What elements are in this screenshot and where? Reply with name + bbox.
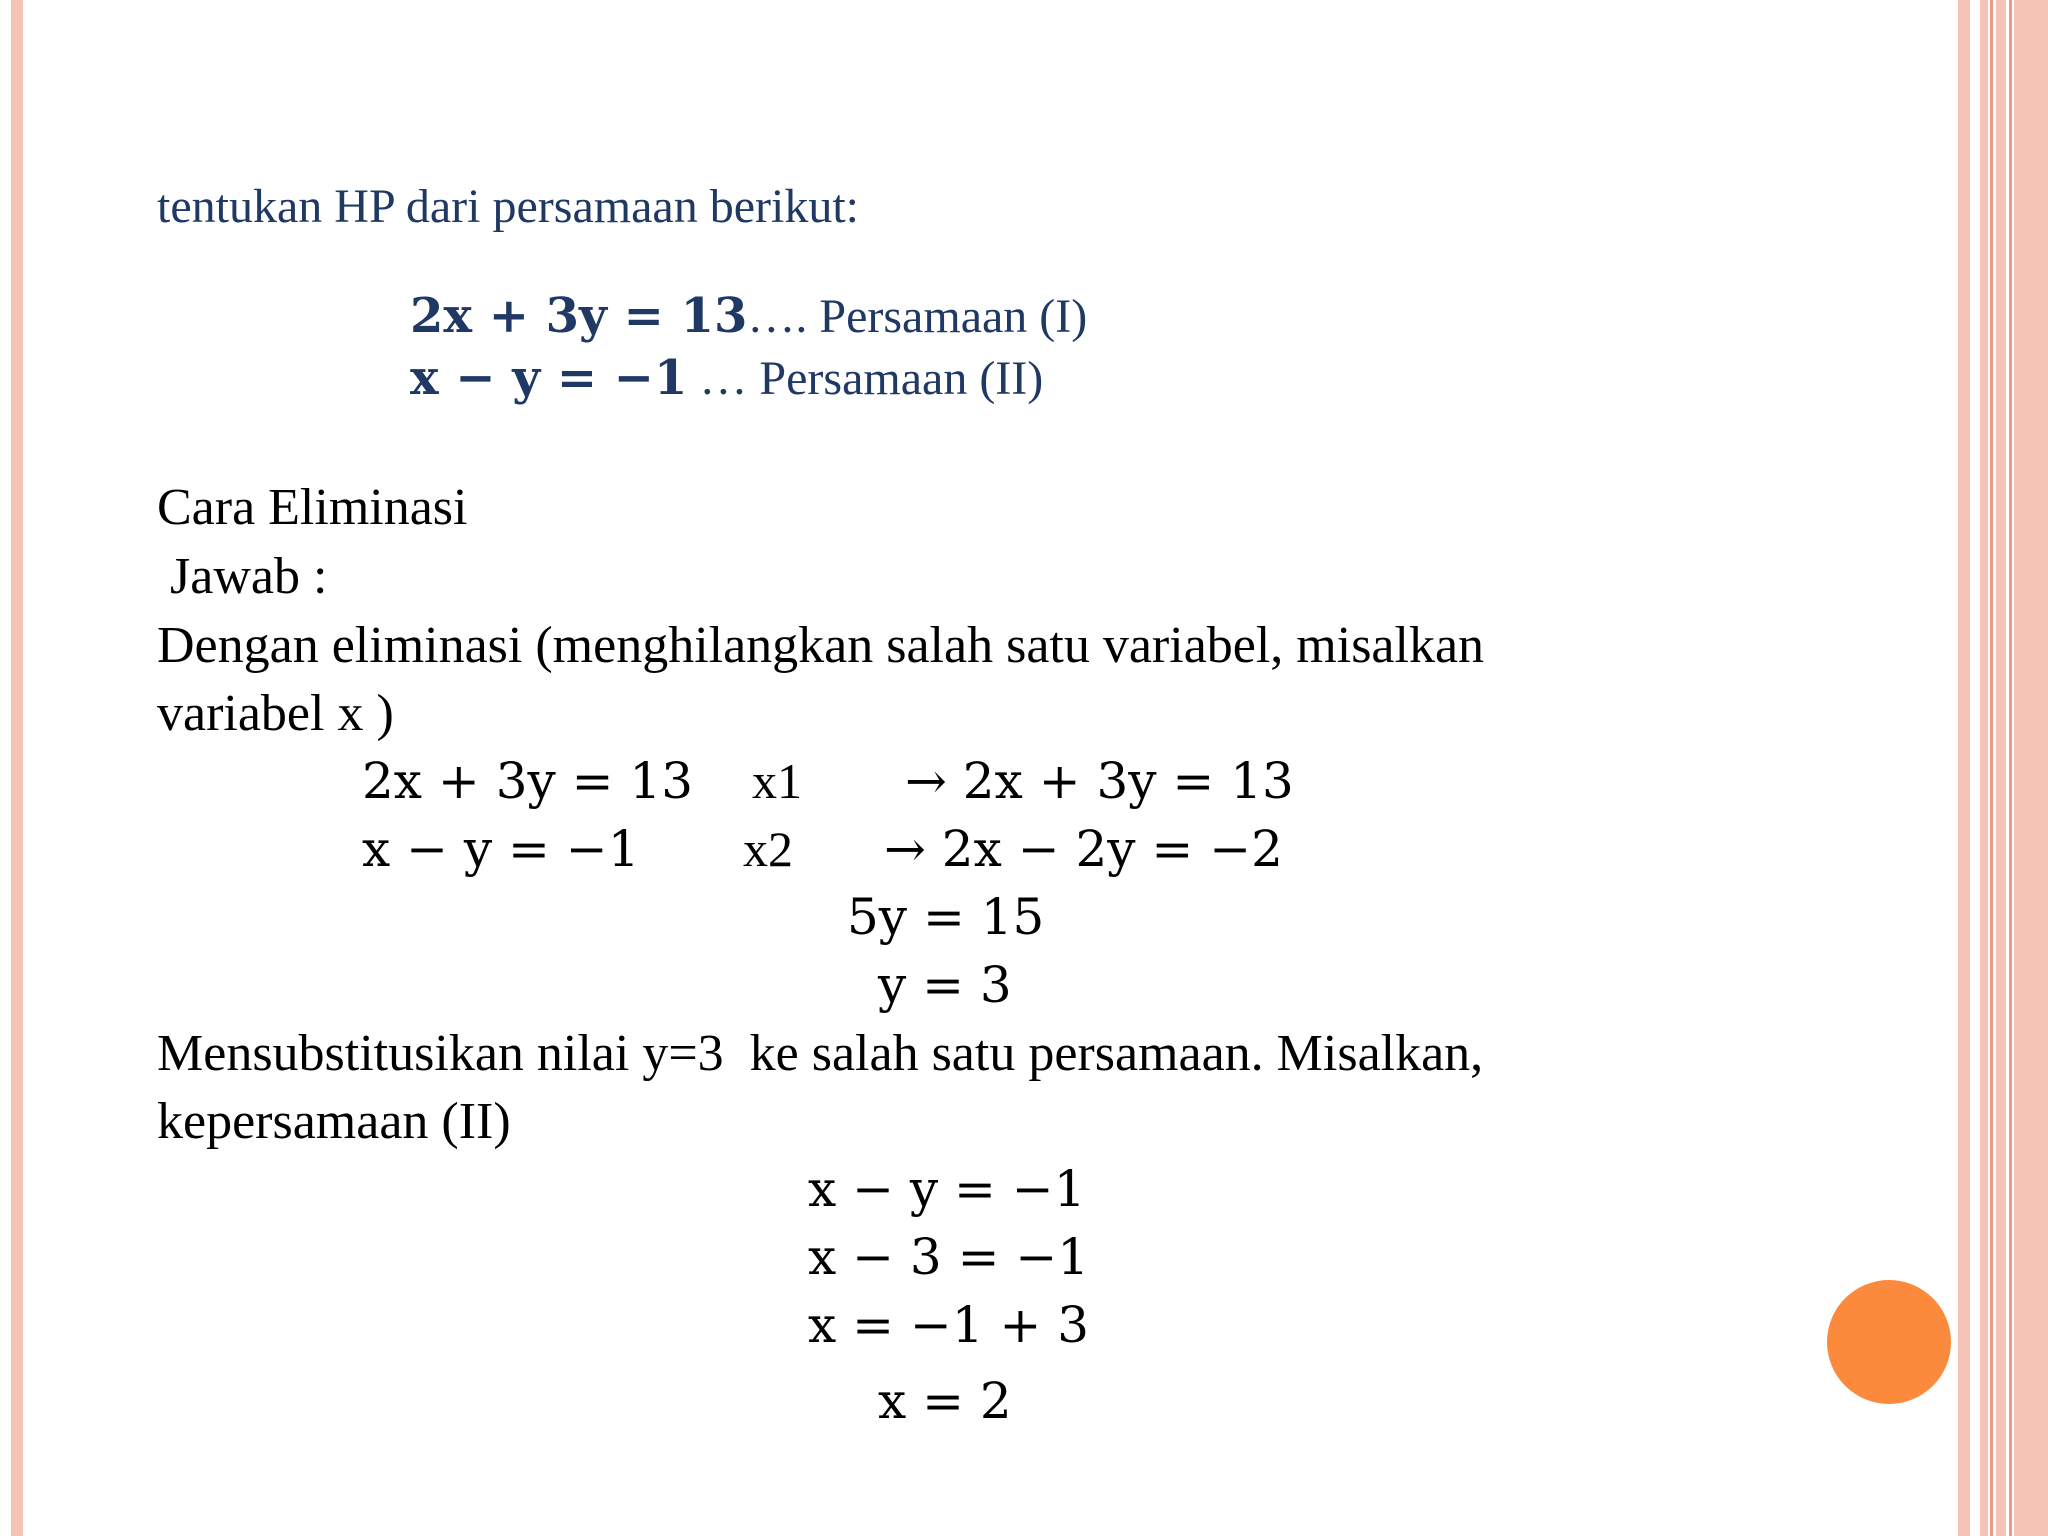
method-title: Cara Eliminasi: [157, 479, 468, 536]
substitution-step: x − 3 = −1: [808, 1228, 1090, 1286]
elimination-row1-original: 2x + 3y = 13: [362, 752, 694, 810]
elimination-step: y = 3: [878, 956, 1012, 1014]
right-border-line: [2009, 0, 2012, 1536]
substitution-line: Mensubstitusikan nilai y=3 ke salah satu persamaan. Misalkan,: [157, 1025, 1484, 1082]
left-border-bar: [11, 0, 23, 1536]
elimination-row2-original: x − y = −1: [362, 820, 640, 878]
substitution-step: x = −1 + 3: [808, 1296, 1090, 1354]
elimination-row1-multiplier: x1: [752, 753, 802, 809]
equation-one-label: …. Persamaan (I): [747, 290, 1088, 343]
explanation-line: Dengan eliminasi (menghilangkan salah satu variabel, misalkan: [157, 617, 1485, 674]
elimination-row2-result: → 2x − 2y = −2: [884, 820, 1283, 878]
right-border-bar: [2014, 0, 2048, 1536]
answer-label: Jawab :: [157, 548, 328, 605]
orange-circle-decoration: [1827, 1280, 1951, 1404]
substitution-step: x − y = −1: [808, 1160, 1086, 1218]
equation-two-math: x − y = −1: [410, 350, 688, 406]
substitution-line: kepersamaan (II): [157, 1093, 511, 1150]
equation-one-math: 2x + 3y = 13: [410, 288, 748, 344]
substitution-step: x = 2: [878, 1372, 1012, 1430]
equation-two-label: … Persamaan (II): [687, 352, 1044, 405]
explanation-line: variabel x ): [157, 685, 394, 742]
elimination-row1-result: → 2x + 3y = 13: [905, 752, 1294, 810]
right-border-bar: [1996, 0, 2006, 1536]
right-border-bar: [1958, 0, 1970, 1536]
problem-statement: tentukan HP dari persamaan berikut:: [157, 180, 859, 233]
elimination-row2-multiplier: x2: [743, 821, 793, 877]
elimination-step: 5y = 15: [847, 888, 1045, 946]
right-border-line: [1990, 0, 1993, 1536]
equation-two: [362, 306, 1043, 451]
right-border-bar: [1980, 0, 1988, 1536]
